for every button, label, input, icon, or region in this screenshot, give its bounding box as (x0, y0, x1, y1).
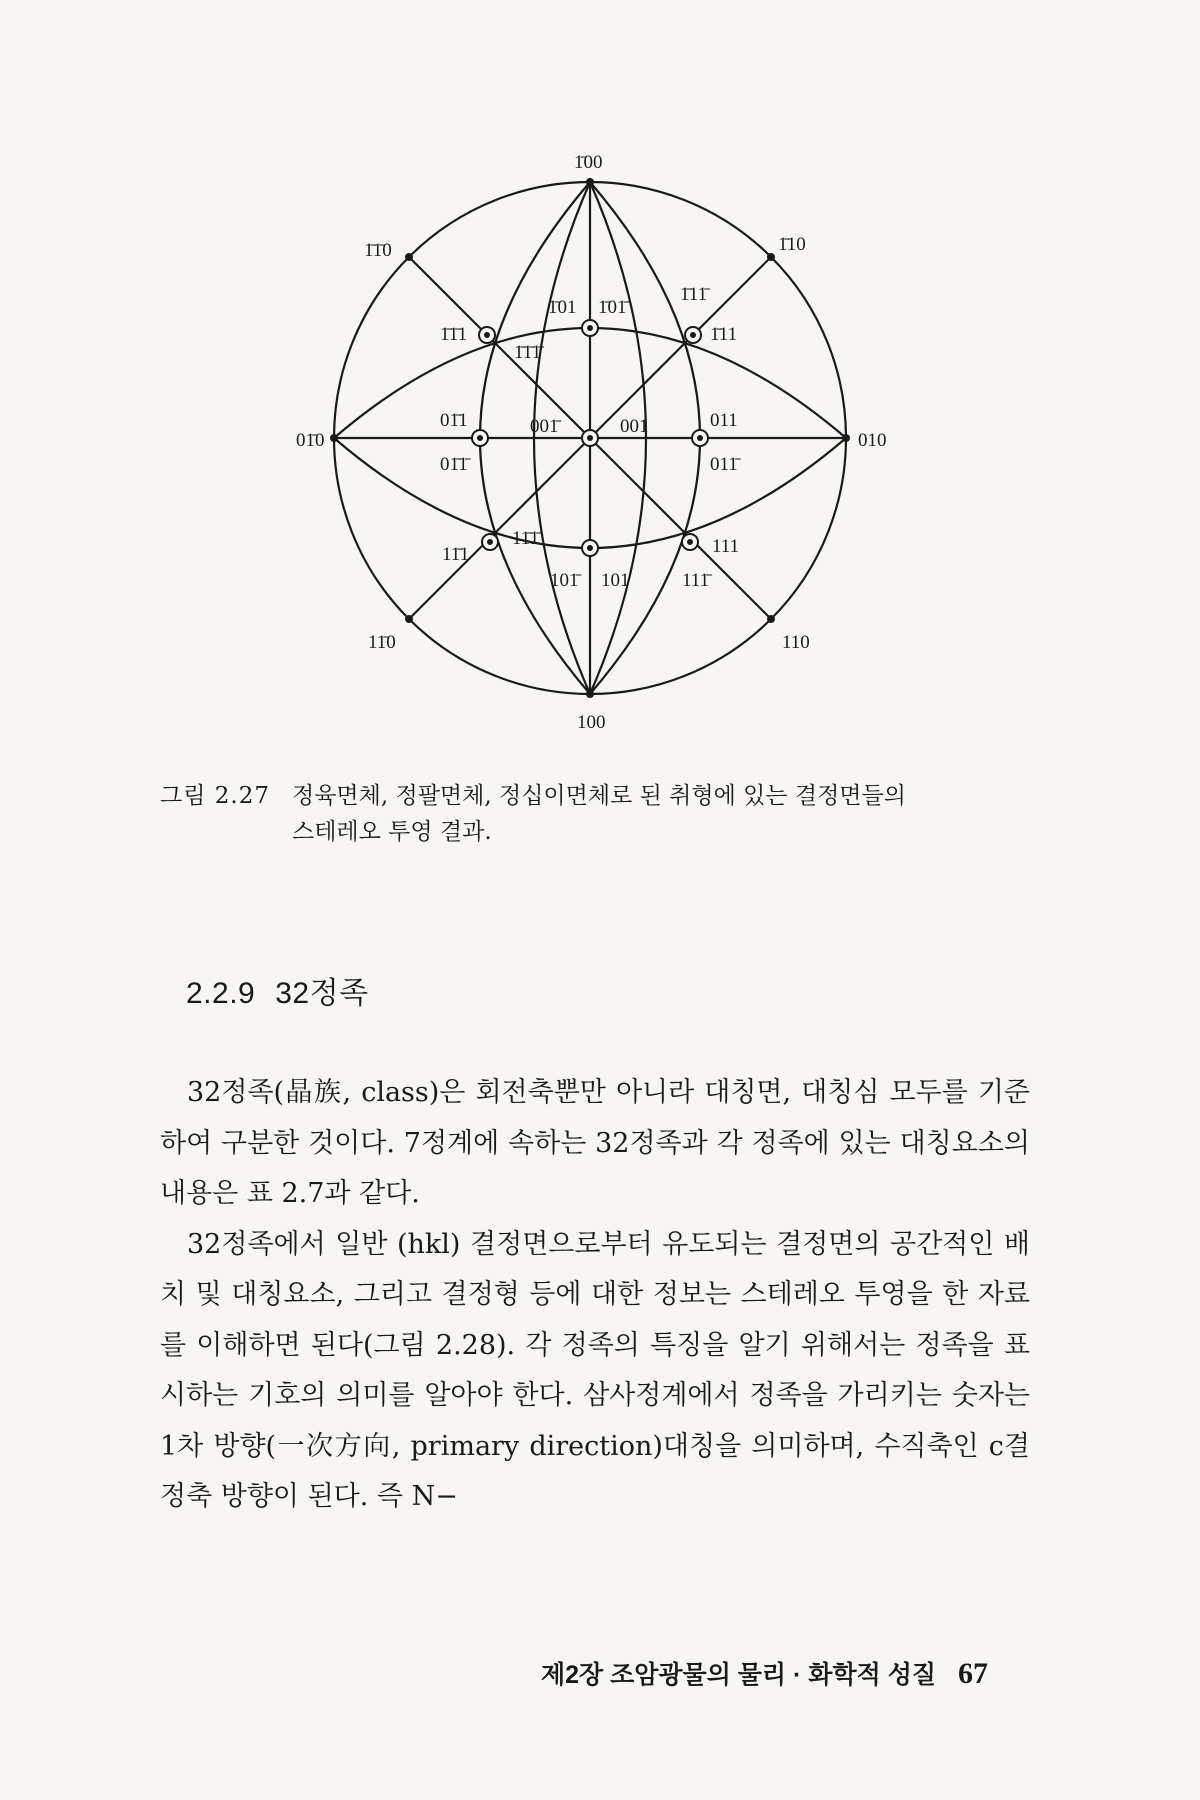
section-heading (186, 968, 369, 1012)
label-top: 1̄00 (574, 152, 603, 173)
figure-caption (160, 778, 1060, 850)
pole-dot (586, 690, 594, 698)
label-nw-b: 1̄1̄1̄ (514, 342, 542, 363)
pole-marker (582, 320, 598, 336)
label-sw-a: 11̄1 (442, 544, 470, 565)
label-n-upper-right: 1̄01̄ (598, 297, 627, 318)
label-w-lower: 01̄1̄ (440, 454, 468, 475)
section-number: 2.2.9 (186, 977, 256, 1010)
pole-marker (582, 540, 598, 556)
label-ul: 1̄1̄0 (364, 240, 392, 261)
label-n-lower-right: 101 (601, 570, 630, 591)
label-e-upper: 011 (710, 410, 738, 431)
section-title: 32정족 (275, 977, 369, 1010)
label-bottom: 100 (577, 712, 606, 733)
caption-label: 그림 2.27 (160, 783, 270, 809)
caption-line-2: 스테레오 투영 결과. (292, 819, 492, 845)
paragraph-1: 32정족(晶族, class)은 회전축뿐만 아니라 대칭면, 대칭심 모두를 기준하여 구분한 것이다. 7정계에 속하는 32정족과 각 정족에 있는 대칭요소의 내용은 표 2.7과 같다. (160, 1077, 1030, 1209)
label-sw-b: 11̄1̄ (512, 528, 540, 549)
label-w-upper: 01̄1 (440, 410, 468, 431)
label-nw-a: 1̄1̄1 (440, 324, 468, 345)
label-se-a: 111 (712, 536, 740, 557)
pole-marker (692, 430, 708, 446)
stereographic-projection-figure (0, 0, 1200, 760)
label-ne-b: 1̄11 (710, 324, 738, 345)
pole-marker (682, 534, 698, 550)
pole-marker (479, 327, 495, 343)
pole-dot (405, 253, 413, 261)
pole-marker (482, 534, 498, 550)
pole-marker (685, 327, 701, 343)
label-n-lower-left: 101̄ (550, 570, 579, 591)
page-number: 67 (958, 1657, 988, 1690)
body-text (160, 1068, 1030, 1523)
label-c-left: 001̄ (530, 416, 559, 437)
label-c-right: 001 (620, 416, 649, 437)
pole-dot (767, 253, 775, 261)
label-left: 01̄0 (296, 430, 325, 451)
pole-dot (586, 178, 594, 186)
pole-dot (330, 434, 338, 442)
caption-line-1 (160, 778, 1060, 814)
label-ur: 1̄10 (778, 234, 806, 255)
label-n-upper-left: 1̄01 (548, 297, 577, 318)
running-footer-chapter: 제2장 조암광물의 물리 · 화학적 성질 (540, 1661, 936, 1689)
label-e-lower: 011̄ (710, 454, 738, 475)
pole-dot (405, 615, 413, 623)
label-lr: 110 (782, 632, 810, 653)
pole-dot (767, 615, 775, 623)
label-ll: 11̄0 (368, 632, 396, 653)
page-footer (541, 1655, 988, 1691)
pole-marker (582, 430, 598, 446)
pole-dot (842, 434, 850, 442)
label-se-b: 111̄ (682, 570, 710, 591)
stereonet-svg (0, 0, 1200, 760)
paragraph-2: 32정족에서 일반 (hkl) 결정면으로부터 유도되는 결정면의 공간적인 배치 및 대칭요소, 그리고 결정형 등에 대한 정보는 스테레오 투영을 한 자료를 이해하면 된다(그림 2.28). 각 정족의 특징을 알기 위해서는 정족을 표시하는 기호의 의미를 알아야 한다. 삼사정계에서 정족을 가리키는 숫자는 1차 방향(一次方向, primary direction)대칭을 의미하며, 수직축인 c결정축 방향이 된다. 즉 N− (160, 1228, 1030, 1512)
label-right: 010 (858, 430, 887, 451)
caption-text-1: 정육면체, 정팔면체, 정십이면체로 된 취형에 있는 결정면들의 (292, 783, 906, 809)
pole-marker (472, 430, 488, 446)
label-ne-a: 1̄11̄ (680, 284, 708, 305)
